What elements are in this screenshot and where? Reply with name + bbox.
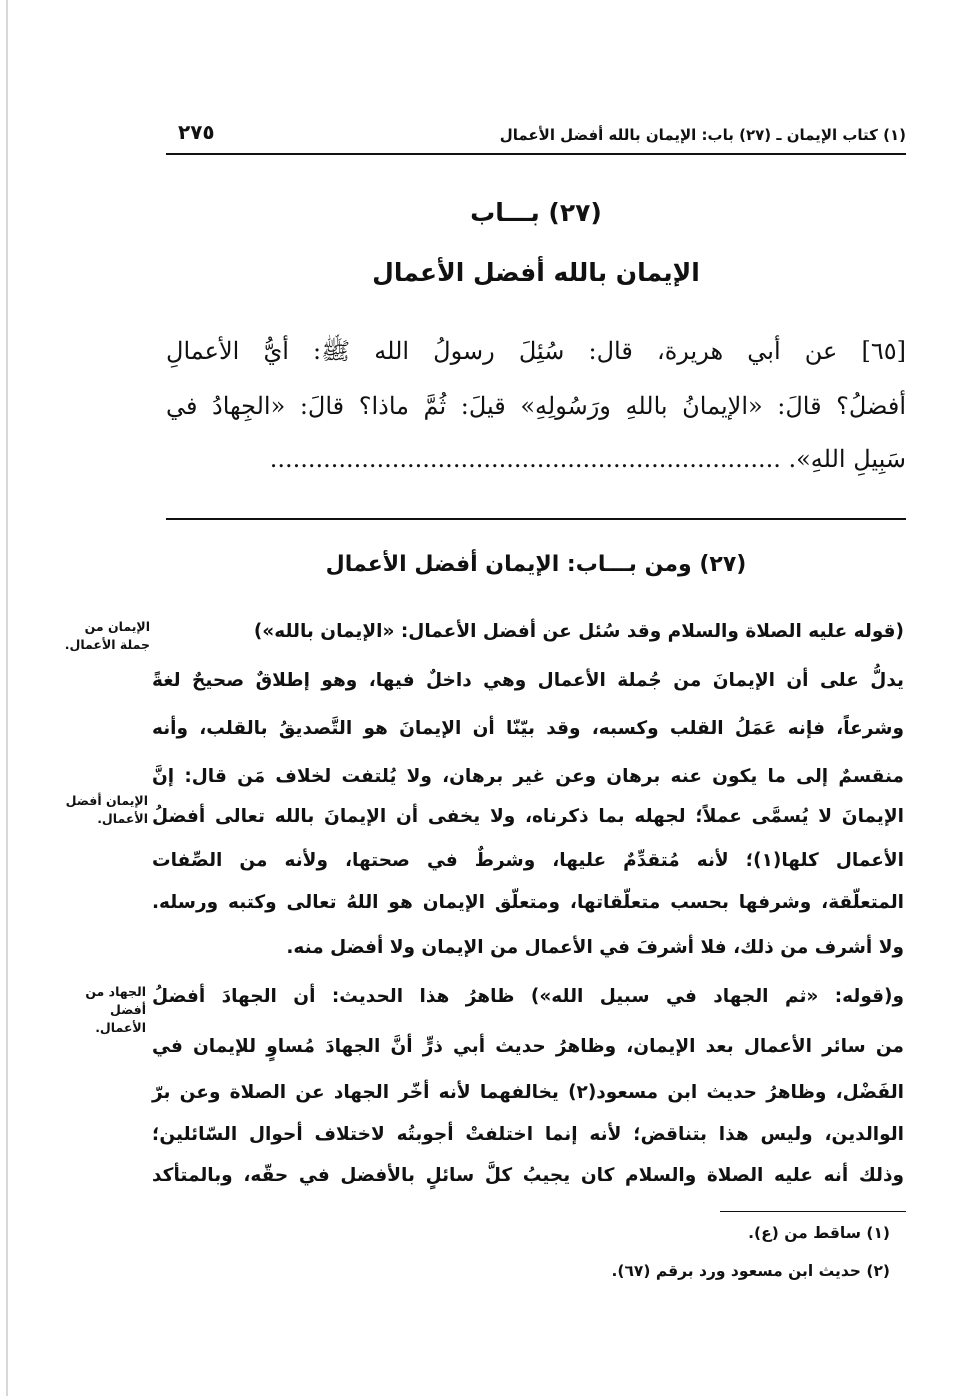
chapter-title: (٢٧) بـــاب	[470, 198, 602, 227]
chapter-subtitle: الإيمان بالله أفضل الأعمال	[372, 258, 700, 287]
section-separator	[166, 518, 906, 520]
footnote-rule	[720, 1211, 906, 1212]
running-title: (١) كتاب الإيمان ـ (٢٧) باب: الإيمان بالله أفضل الأعمال	[499, 126, 906, 144]
commentary-heading: (٢٧) ومن بـــاب: الإيمان أفضل الأعمال	[325, 552, 747, 577]
margin-note-line: الأعمال.	[97, 811, 148, 826]
commentary-line: ولا أشرف من ذلك، فلا أشرفَ في الأعمال من الإيمان ولا أفضل منه.	[286, 937, 904, 958]
margin-note-line: جملة الأعمال.	[64, 637, 150, 652]
margin-note-line: الإيمان من	[84, 619, 150, 634]
margin-note	[66, 792, 148, 828]
commentary-line: الفَضْل، وظاهرُ حديث ابن مسعود(٢) يخالفهما لأنه أخّر الجهاد عن الصلاة وعن برّ	[152, 1082, 904, 1103]
margin-note-line: أفضل	[110, 1002, 146, 1017]
commentary-line: من سائر الأعمال بعد الإيمان، وظاهرُ حديث أبي ذرٍّ أنَّ الجهادَ مُساوٍ للإيمان في	[152, 1036, 904, 1057]
commentary-line: وذلك أنه عليه الصلاة والسلام كان يجيبُ كلَّ سائلٍ بالأفضل في حقّه، وبالمتأكد	[152, 1165, 904, 1186]
scan-edge	[6, 0, 8, 1396]
margin-note-line: الجهاد من	[85, 984, 146, 999]
commentary-line: الإيمانَ لا يُسمَّى عملاً؛ لجهله بما ذكرناه، ولا يخفى أن الإيمانَ بالله تعالى أفضلُ	[152, 806, 904, 827]
footnote: (٢) حديث ابن مسعود ورد برقم (٦٧).	[611, 1262, 890, 1280]
hadith-line: [٦٥] عن أبي هريرة، قال: سُئِلَ رسولُ الله ﷺ: أيُّ الأعمالِ	[166, 337, 906, 365]
running-header	[166, 118, 906, 152]
margin-note	[85, 983, 146, 1037]
commentary-line: يدلُّ على أن الإيمانَ من جُملة الأعمال وهي داخلٌ فيها، وهو إطلاقٌ صحيحٌ لغةً	[152, 670, 904, 691]
commentary-line: الوالدين، وليس هذا بتناقض؛ لأنه إنما اختلفتْ أجوبتُه لاختلاف أحوال السّائلين؛	[152, 1124, 904, 1145]
hadith-line: أفضلُ؟ قالَ: «الإيمانُ باللهِ ورَسُولِهِ» قيلَ: ثُمَّ ماذا؟ قالَ: «الجِهادُ في	[166, 392, 906, 420]
margin-note-line: الإيمان أفضل	[65, 793, 148, 808]
page-number: ٢٧٥	[178, 120, 215, 144]
header-rule	[166, 153, 906, 155]
commentary-line: (قوله عليه الصلاة والسلام وقد سُئل عن أفضل الأعمال: «الإيمان بالله»)	[253, 621, 904, 642]
margin-note	[65, 618, 150, 654]
margin-note-line: الأعمال.	[95, 1020, 146, 1035]
commentary-line: الأعمال كلها(١)؛ لأنه مُتقدِّمٌ عليها، وشرطٌ في صحتها، ولأنه من الصِّفات	[152, 850, 904, 871]
hadith-line: سَبِيلِ اللهِ». ...................................................................	[269, 445, 906, 473]
commentary-line: المتعلّقة، وشرفها بحسب متعلّقاتها، ومتعلّق الإيمان هو اللهُ تعالى وكتبه ورسله.	[152, 892, 904, 913]
commentary-line: و(قوله: «ثم الجهاد في سبيل الله») ظاهرُ هذا الحديث: أن الجهادَ أفضلُ	[152, 986, 904, 1007]
commentary-line: وشرعاً، فإنه عَمَلُ القلب وكسبه، وقد بيّنّا أن الإيمانَ هو التَّصديقُ بالقلب، وأنه	[152, 718, 904, 739]
footnote: (١) ساقط من (ع).	[748, 1224, 890, 1242]
commentary-line: منقسمٌ إلى ما يكون عنه برهان وعن غير برهان، ولا يُلتفت لخلاف مَن قال: إنَّ	[152, 766, 904, 787]
